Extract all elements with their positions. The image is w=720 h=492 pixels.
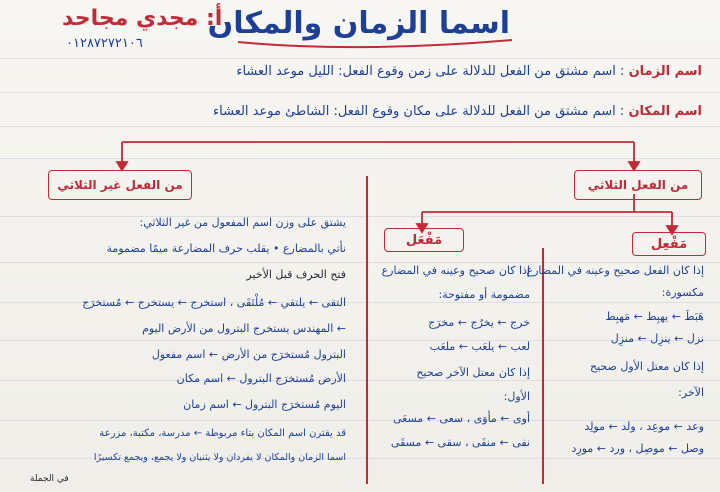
mafal-line: خرج ← يخرُج ← مخرَج [428,316,530,329]
non-triliteral-line: نأتي بالمضارع • يقلب حرف المضارعة ميمًا مضمومة [106,242,346,255]
definition-text: : اسم مشتق من الفعل للدلالة على مكان وقوع الفعل: الشاطئ موعد العشاء [213,104,625,119]
mafal-line: أوى ← مأوَى ، سعى ← مسعَى [393,412,530,425]
mafal-line: لعب ← يلعَب ← ملعَب [429,340,530,353]
non-triliteral-line: فتح الحرف قبل الأخير [246,268,346,281]
mafil-line: الآخر: [678,386,704,399]
author-name: أ: مجدي مجاحد [62,6,223,31]
right-branch-label: من الفعل الثلاثي [587,178,689,192]
page-title: اسما الزمان والمكان [207,6,510,41]
mafal-line: نفى ← منفَى ، سقى ← مسقَى [390,436,530,449]
right-branch-box [574,170,702,200]
mafil-line: وعد ← موعِد ، ولد ← مولِد [584,420,704,433]
mafal-line: إذا كان معتل الآخر صحيح [416,366,530,379]
non-triliteral-line: البترول مُستخرَج من الأرض ← اسم مفعول [151,348,346,361]
author-phone: ٠١٢٨٧٢٧٢١٠٦ [66,36,143,51]
mafal-line: إذا كان صحيح وعينه في المضارع [381,264,530,277]
mafil-line: نزل ← ينزِل ← منزِل [610,332,704,345]
mafal-box [384,228,464,252]
non-triliteral-line: قد يقترن اسم المكان بتاء مربوطة ← مدرسة، مكتبة، مزرعة [99,428,346,439]
definition-text: : اسم مشتق من الفعل للدلالة على زمن وقوع الفعل: الليل موعد العشاء [236,64,625,79]
non-triliteral-line: التقى ← يلتقي ← مُلْتَقَى ، استخرج ← يستخرج ← مُستخرَج [82,296,346,309]
non-triliteral-line: الأرض مُستخرَج البترول ← اسم مكان [176,372,346,385]
mafil-line: هَبَطَ ← يهبِط ← مَهبِط [605,310,704,323]
definition-term: اسم المكان [628,104,702,119]
left-branch-label: من الفعل غير الثلاثي [57,178,183,192]
definition-term: اسم الزمان [628,64,702,79]
footer-note: في الجملة [30,474,69,484]
non-triliteral-line: اليوم مُستخرَج البترول ← اسم زمان [183,398,346,411]
non-triliteral-line: ← المهندس يستخرج البترول من الأرض اليوم [142,322,346,335]
mafil-line: وصل ← موصِل ، ورد ← مورِد [571,442,704,455]
mafil-line: مكسورة: [661,286,704,299]
non-triliteral-line: اسما الزمان والمكان لا يفردان ولا يثنيان ولا يجمع، ويجمع تكسيرًا [93,452,346,463]
mafal-line: الأول: [503,390,530,403]
left-branch-box [48,170,192,200]
mafil-line: إذا كان معتل الأول صحيح [589,360,704,373]
mafil-label: مَفْعِل [650,236,688,252]
mafil-box [632,232,706,256]
mafal-label: مَفْعَل [405,232,443,248]
non-triliteral-line: يشتق على وزن اسم المفعول من غير الثلاثي: [139,216,346,229]
left-column-divider [366,176,368,484]
mafil-line: إذا كان الفعل صحيح وعينه في المضارع [526,264,704,277]
mafal-line: مضمومة أو مفتوحة: [438,288,530,301]
right-column-divider [542,248,544,484]
